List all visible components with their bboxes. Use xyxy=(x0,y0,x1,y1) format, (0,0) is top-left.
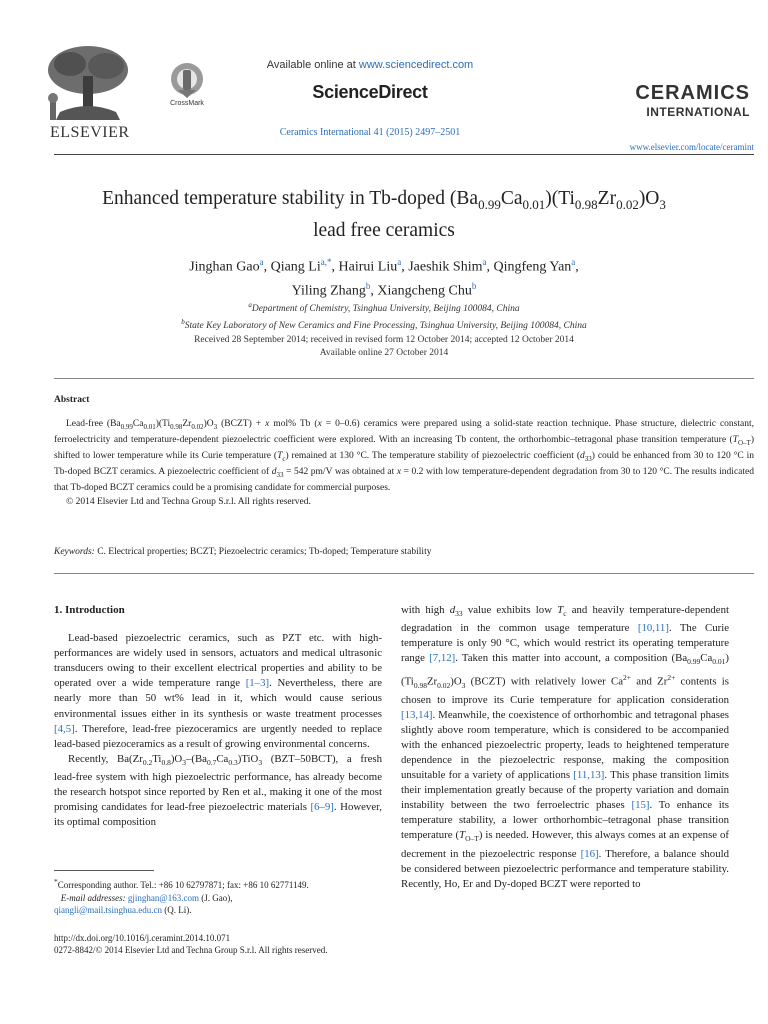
citation-link[interactable]: [16] xyxy=(580,847,599,860)
section-heading: 1. Introduction xyxy=(54,604,125,616)
citation-link[interactable]: [13,14] xyxy=(401,708,433,721)
citation-link[interactable]: [11,13] xyxy=(573,769,605,781)
journal-logo-line2: INTERNATIONAL xyxy=(646,105,750,119)
citation-link[interactable]: [10,11] xyxy=(637,622,669,635)
affiliation: State Key Laboratory of New Ceramics and Fine Processing, Tsinghua University, Beijing 100084, China xyxy=(184,321,587,332)
copyright: © 2014 Elsevier Ltd and Techna Group S.r.l. All rights reserved. xyxy=(66,496,311,507)
abstract-heading: Abstract xyxy=(54,395,90,405)
header-divider xyxy=(54,154,754,155)
available-prefix: Available online at xyxy=(266,59,359,71)
page-header xyxy=(0,0,768,160)
keywords xyxy=(54,547,754,557)
footnote: *Corresponding author. Tel.: +86 10 62797871; fax: +86 10 62771149. E-mail addresses: gjinghan@163.com (J. Gao), qiangli@mail.tsinghua.edu.cn (Q. Li). xyxy=(54,877,309,916)
article-title: Enhanced temperature stability in Tb-doped $(Ba_{0.99}Ca_{0.01})(Ti_{0.98}Zr_{0.02})O_3$ lead free ceramics xyxy=(102,188,666,241)
keywords-label: Keywords: xyxy=(54,547,95,557)
keywords-list: C. Electrical properties; BCZT; Piezoelectric ceramics; Tb-doped; Temperature stability xyxy=(94,547,432,557)
journal-reference[interactable]: Ceramics International 41 (2015) 2497–2501 xyxy=(279,127,461,138)
author[interactable]: Jaeshik Shim xyxy=(408,259,483,275)
author[interactable]: Qiang Li xyxy=(270,259,321,275)
publisher-name: ELSEVIER xyxy=(50,124,130,141)
author-list: Jinghan Gao$^a$, Qiang $Li^{a,*}$, Hairui Liu$^a$, Jaeshik Shim$^a$, Qingfeng Yan$^a$, Yiling Zhang$^b$, Xiangcheng Chu$^b$ xyxy=(189,257,579,299)
citation-link[interactable]: [1–3] xyxy=(245,677,270,690)
author[interactable]: Yiling Zhang xyxy=(291,283,366,299)
issn-line: 0272-8842/© 2014 Elsevier Ltd and Techna Group S.r.l. All rights reserved. xyxy=(54,945,328,955)
author[interactable]: Jinghan Gao xyxy=(189,259,260,275)
doi-link[interactable]: http://dx.doi.org/10.1016/j.ceramint.2014.10.071 xyxy=(54,933,231,943)
email-link[interactable]: gjinghan@163.com xyxy=(127,892,199,903)
elsevier-tree-logo xyxy=(40,42,136,122)
paragraph: Recently, $Ba(Zr_{0.2}Ti_{0.8})O_3-(Ba_{0.7}Ca_{0.3})TiO_3$ (BZT–50BCT), a fresh lead-free system with high piezoelectric performance, has already become the research hotspot since reported by Ren et al., making it one of the most promising candidates for lead-free piezoelectric materials [6–9]. However, its optimal composition xyxy=(54,752,382,829)
abstract-divider-top xyxy=(54,378,754,379)
article-dates xyxy=(80,334,688,360)
email-link[interactable]: qiangli@mail.tsinghua.edu.cn xyxy=(54,905,163,916)
sciencedirect-link[interactable]: www.sciencedirect.com xyxy=(358,59,474,71)
doi-block xyxy=(54,932,454,956)
journal-logo-line1: CERAMICS xyxy=(635,82,750,104)
received-date: Received 28 September 2014; received in revised form 12 October 2014; accepted 12 October 2014 xyxy=(194,335,574,345)
citation-link[interactable]: [4,5] xyxy=(54,722,75,735)
body-column-left xyxy=(54,603,382,830)
citation-link[interactable]: [7,12] xyxy=(429,652,456,665)
available-online xyxy=(240,59,500,71)
crossmark-icon[interactable] xyxy=(170,62,204,100)
author[interactable]: Qingfeng Yan xyxy=(493,259,572,275)
crossmark-label: CrossMark xyxy=(170,100,204,107)
author[interactable]: Hairui Liu xyxy=(338,259,398,275)
footnote-rule xyxy=(54,870,154,871)
paragraph: Lead-based piezoelectric ceramics, such as PZT etc. with high-performances are widely used in sensors, actuators and medical ultrasonic transducers owing to their excellent electrical properties and ability to be operated over a wide temperature range [1–3]. Nevertheless, there are nearly more than 50 wt% lead in it, which would cause serious environmental issues either in its synthesis or waste treatment processes [4,5]. Therefore, lead-free piezoceramics are urgently needed to replace lead-based piezoceramics as a result of growing environmental concerns. xyxy=(54,632,383,750)
body-column-right xyxy=(401,603,729,892)
abstract-text: Lead-free $(Ba_{0.99}Ca_{0.01})(Ti_{0.98}Zr_{0.02})O_3$ (BCZT) + x mol% Tb (x = 0–0.6) ceramics were prepared using a solid-state reaction technique. Phase structure, dielectric constant, ferroelectricity and temperature-dependent piezoelectric coefficient were explored. With an increasing Tb content, the orthorhombic–tetragonal phase transition temperature $(T_{O-T})$ shifted to lower temperature while its Curie temperature $(T_c)$ remained at 130 °C. The temperature stability of piezoelectric coefficient $(d_{33})$ could be enhanced from 30 to 120 °C in Tb-doped BCZT ceramics. A piezoelectric coefficient of $d_{33} = 542$ pm/V was obtained at x = 0.2 with low temperature-dependent degradation from 30 to 120 °C. The results indicated that Tb-doped BCZT ceramics could be a promising candidate for commercial purposes. © 2014 Elsevier Ltd and Techna Group S.r.l. All rights reserved. xyxy=(54,418,754,509)
keywords-divider xyxy=(54,573,754,574)
citation-link[interactable]: [6–9] xyxy=(310,801,334,814)
citation-link[interactable]: [15] xyxy=(631,799,650,812)
journal-url-link[interactable]: www.elsevier.com/locate/ceramint xyxy=(629,142,754,152)
affiliations: $^a$Department of Chemistry, Tsinghua University, Beijing 100084, China $^b$State Key Laboratory of New Ceramics and Fine Processing, Tsinghua University, Beijing 100084, China xyxy=(181,301,587,332)
author[interactable]: Xiangcheng Chu xyxy=(377,283,472,299)
paragraph: with high $d_{33}$ value exhibits low $T_c$ and heavily temperature-dependent degradation in the common usage temperature [10,11]. The Curie temperature is only 90 °C, which would restrict its operating temperature range [7,12]. Taken this matter into account, a composition $(Ba_{0.99}Ca_{0.01})(Ti_{0.98}Zr_{0.02})O_3$ (BCZT) with relatively lower $Ca^{2+}$ and $Zr^{2+}$ contents is chosen to improve its Curie temperature for application consideration [13,14]. Meanwhile, the coexistence of orthorhombic and tetragonal phases slightly above room temperature, which is considered to be accompanied with the enhanced piezoelectric property, leads to heightened temperature dependence in the piezoelectric response, making the composition unsuitable for a variety of applications [11,13]. This phase transition limits their implementation greatly because of the property variation and domain instability between the two ferroelectric phases [15]. To enhance its temperature stability, a lower orthorhombic–tetragonal phase transition temperature $(T_{O-T})$ is needed. However, this always comes at an expense of decrement in the piezoelectric response [16]. Therefore, a balance should be considered between piezoelectric performance and temperature stability. Recently, Ho, Er and Dy-doped BCZT were reported to xyxy=(401,604,730,890)
affiliation: Department of Chemistry, Tsinghua University, Beijing 100084, China xyxy=(251,304,520,315)
online-date: Available online 27 October 2014 xyxy=(319,348,449,358)
sciencedirect-logo: ScienceDirect xyxy=(312,82,428,102)
